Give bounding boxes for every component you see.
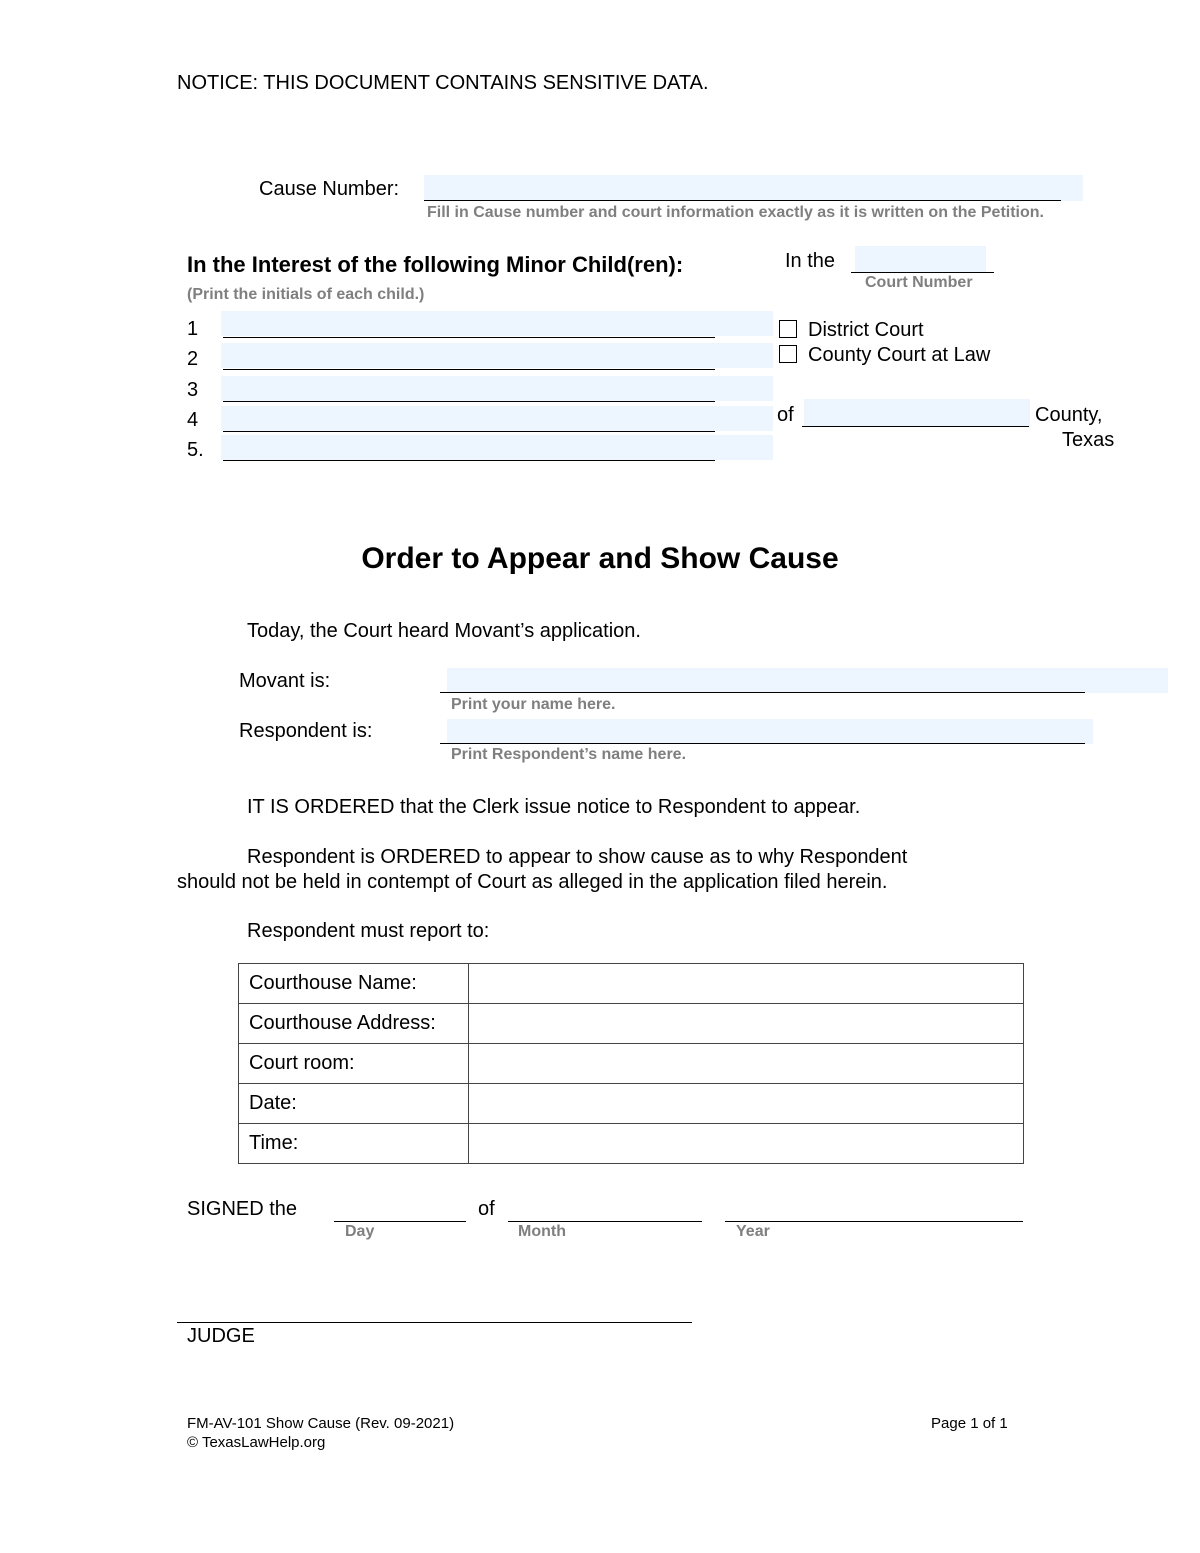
report-to-label: Respondent must report to:: [247, 920, 490, 942]
court-room-label: Court room:: [239, 1044, 469, 1084]
cause-number-field[interactable]: [424, 175, 1083, 201]
cause-number-hint: Fill in Cause number and court information exactly as it is written on the Petition.: [427, 204, 1044, 221]
child-initials-underline: [223, 337, 715, 338]
footer-copyright: © TexasLawHelp.org: [187, 1434, 326, 1451]
signed-year-hint: Year: [736, 1223, 770, 1240]
order-clerk-paragraph: IT IS ORDERED that the Clerk issue notice to Respondent to appear.: [247, 796, 861, 818]
child-initials-underline: [223, 369, 715, 370]
courthouse-address-label: Courthouse Address:: [239, 1004, 469, 1044]
respondent-label: Respondent is:: [239, 720, 373, 742]
signed-of-label: of: [478, 1198, 495, 1220]
children-hint: (Print the initials of each child.): [187, 286, 425, 303]
county-court-at-law-label: County Court at Law: [808, 344, 991, 366]
county-court-at-law-checkbox[interactable]: [779, 345, 797, 363]
child-row-number: 4: [187, 409, 199, 431]
court-number-underline: [851, 272, 994, 273]
signed-day-line[interactable]: [334, 1221, 466, 1222]
in-the-label: In the: [785, 250, 836, 272]
district-court-label: District Court: [808, 319, 924, 341]
movant-label: Movant is:: [239, 670, 331, 692]
footer-form-id: FM-AV-101 Show Cause (Rev. 09-2021): [187, 1415, 455, 1432]
child-initials-field-3[interactable]: [221, 376, 773, 401]
district-court-checkbox[interactable]: [779, 320, 797, 338]
county-underline: [802, 426, 1029, 427]
child-initials-underline: [223, 460, 715, 461]
children-heading: In the Interest of the following Minor Child(ren):: [187, 252, 684, 277]
court-room-field[interactable]: [469, 1044, 1024, 1084]
judge-signature-line[interactable]: [177, 1322, 692, 1323]
table-row: [239, 964, 1024, 1004]
signed-year-line[interactable]: [725, 1221, 1023, 1222]
courthouse-name-field[interactable]: [469, 964, 1024, 1004]
cause-number-underline: [424, 200, 1061, 201]
intro-paragraph: Today, the Court heard Movant’s application.: [247, 620, 641, 642]
signed-month-line[interactable]: [508, 1221, 702, 1222]
county-field[interactable]: [804, 399, 1030, 427]
of-label: of: [777, 404, 794, 426]
courthouse-name-label: Courthouse Name:: [239, 964, 469, 1004]
child-row-number: 3: [187, 379, 199, 401]
child-initials-underline: [223, 401, 715, 402]
respondent-hint: Print Respondent’s name here.: [451, 746, 687, 763]
child-initials-field-1[interactable]: [221, 311, 773, 336]
movant-underline: [440, 692, 1085, 693]
movant-name-field[interactable]: [447, 668, 1168, 693]
court-number-field[interactable]: [855, 246, 986, 273]
child-initials-underline: [223, 431, 715, 432]
order-respondent-line-2: should not be held in contempt of Court as alleged in the application filed herein.: [177, 871, 888, 893]
table-row: [239, 1124, 1024, 1164]
table-row: [239, 1044, 1024, 1084]
child-initials-field-2[interactable]: [221, 343, 773, 368]
cause-number-label: Cause Number:: [259, 178, 400, 200]
child-row-number: 5.: [187, 439, 204, 461]
table-row: [239, 1084, 1024, 1124]
report-location-table: [238, 963, 1024, 1164]
sensitive-data-notice: NOTICE: THIS DOCUMENT CONTAINS SENSITIVE DATA.: [177, 72, 709, 94]
courthouse-address-field[interactable]: [469, 1004, 1024, 1044]
signed-month-hint: Month: [518, 1223, 566, 1240]
county-label: County,: [1035, 404, 1103, 426]
child-initials-field-5[interactable]: [221, 435, 773, 460]
signed-day-hint: Day: [345, 1223, 375, 1240]
table-row: [239, 1004, 1024, 1044]
child-row-number: 2: [187, 348, 199, 370]
date-label: Date:: [239, 1084, 469, 1124]
judge-label: JUDGE: [187, 1325, 255, 1347]
court-number-hint: Court Number: [865, 274, 973, 291]
respondent-name-field[interactable]: [447, 719, 1093, 744]
date-field[interactable]: [469, 1084, 1024, 1124]
child-row-number: 1: [187, 318, 199, 340]
order-respondent-line-1: Respondent is ORDERED to appear to show cause as to why Respondent: [247, 846, 908, 868]
time-field[interactable]: [469, 1124, 1024, 1164]
child-initials-field-4[interactable]: [221, 406, 773, 431]
state-label: Texas: [1062, 429, 1115, 451]
signed-label: SIGNED the: [187, 1198, 298, 1220]
footer-page-number: Page 1 of 1: [931, 1415, 1008, 1432]
movant-hint: Print your name here.: [451, 696, 616, 713]
page-title: Order to Appear and Show Cause: [361, 542, 839, 575]
time-label: Time:: [239, 1124, 469, 1164]
respondent-underline: [440, 743, 1085, 744]
